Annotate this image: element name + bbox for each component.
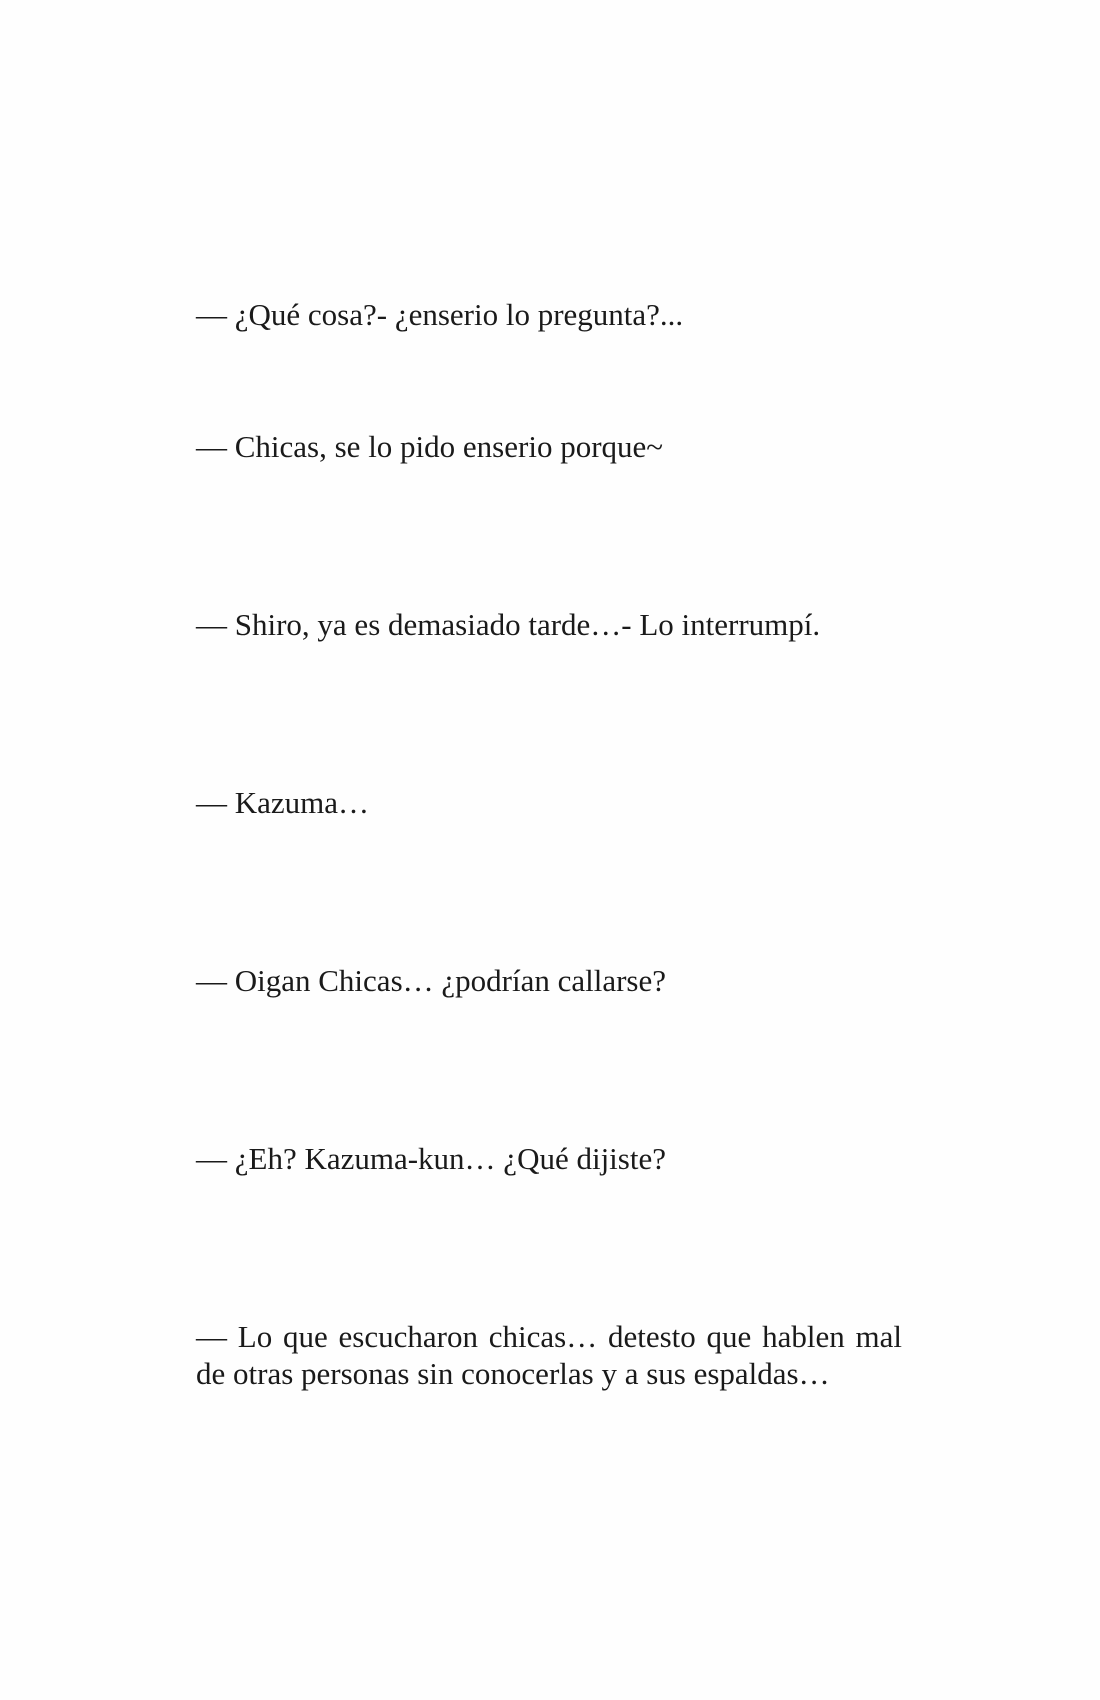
dialogue-line: — ¿Qué cosa?- ¿enserio lo pregunta?... [196,297,684,332]
dialogue-line: — Kazuma… [196,785,370,820]
dialogue-line: — ¿Eh? Kazuma-kun… ¿Qué dijiste? [196,1141,666,1176]
dialogue-line: — Oigan Chicas… ¿podrían callarse? [196,963,666,998]
dialogue-line: — Shiro, ya es demasiado tarde…- Lo interrumpí. [196,607,821,642]
dialogue-paragraph: — Lo que escucharon chicas… detesto que hablen mal de otras personas sin conocerlas y a sus espaldas… [196,1319,902,1391]
dialogue-line: — Chicas, se lo pido enserio porque~ [196,429,664,464]
